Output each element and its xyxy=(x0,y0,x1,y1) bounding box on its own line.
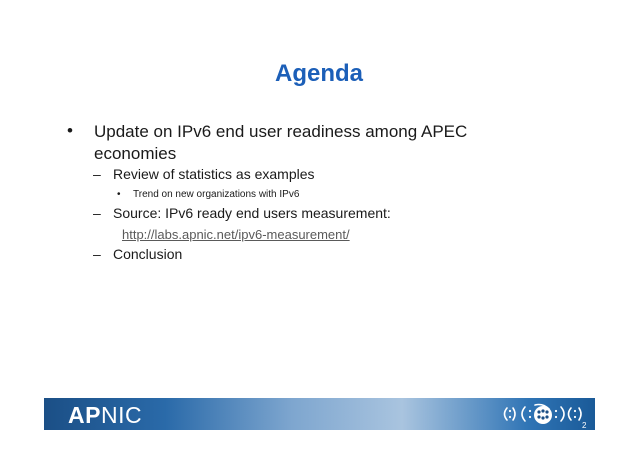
bullet-text: Update on IPv6 end user readiness among APEC economies xyxy=(94,122,468,163)
bullet-marker: • xyxy=(117,189,121,200)
dash-marker: – xyxy=(93,246,101,262)
slide-title: Agenda xyxy=(274,60,363,87)
sub-bullet-text: Conclusion xyxy=(113,246,183,262)
sub-bullet-text: Review of statistics as examples xyxy=(113,166,315,182)
sub-sub-bullet-text: Trend on new organizations with IPv6 xyxy=(133,189,300,200)
apnic-ipv6-emblem-icon xyxy=(499,401,587,427)
dash-marker: – xyxy=(93,166,101,182)
logo-regular-text: NIC xyxy=(100,402,143,428)
sub-bullet-text: Source: IPv6 ready end users measurement: xyxy=(113,205,391,221)
apnic-logo xyxy=(68,402,142,429)
bullet-marker: • xyxy=(67,121,73,140)
page-number: 2 xyxy=(582,421,587,430)
logo-bold-text: AP xyxy=(68,402,101,428)
footer-bar xyxy=(44,398,595,430)
measurement-link[interactable]: http://labs.apnic.net/ipv6-measurement/ xyxy=(122,227,350,242)
dash-marker: – xyxy=(93,205,101,221)
